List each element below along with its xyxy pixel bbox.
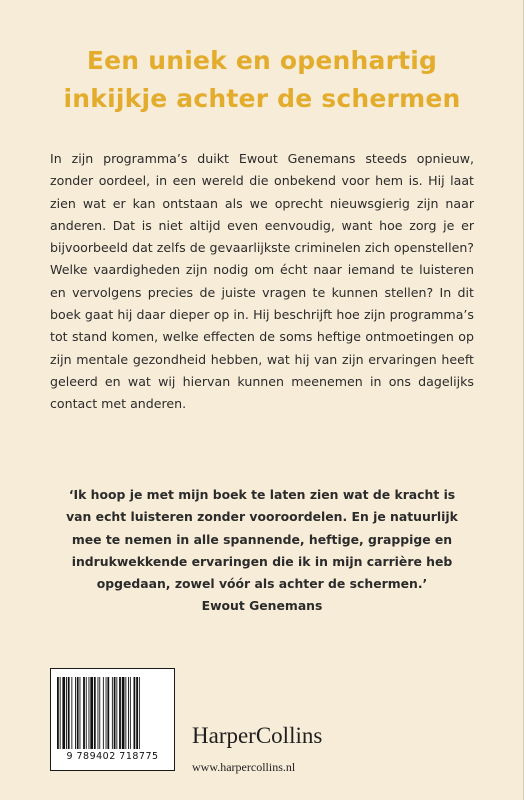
barcode-bar	[122, 677, 125, 749]
barcode-bar	[136, 677, 138, 749]
isbn-barcode	[50, 668, 175, 771]
barcode-bar	[128, 677, 129, 749]
barcode-bar	[60, 677, 61, 749]
barcode-bar	[83, 677, 85, 749]
barcode-bars	[57, 677, 168, 749]
quote-author: Ewout Genemans	[201, 598, 323, 614]
barcode-bar	[134, 677, 136, 749]
barcode-bar	[57, 677, 59, 749]
barcode-bar	[130, 677, 131, 749]
author-quote	[60, 484, 464, 618]
barcode-bar	[66, 677, 67, 749]
isbn-number: 9 789402 718775	[66, 751, 159, 762]
barcode-bar	[90, 677, 93, 749]
barcode-bar	[103, 677, 104, 749]
barcode-bar	[99, 677, 100, 749]
barcode-bar	[98, 677, 99, 749]
quote-line-4: indrukwekkende ervaringen die ik in mijn carrière heb	[71, 553, 453, 569]
barcode-bar	[139, 677, 140, 749]
publisher-url: www.harpercollins.nl	[192, 760, 296, 774]
quote-line-2: van echt luisteren zonder vooroordelen. En je natuurlijk	[66, 509, 458, 525]
barcode-bar	[106, 677, 107, 749]
barcode-bar	[119, 677, 121, 749]
quote-line-3: mee te nemen in alle spannende, heftige, grappige en	[71, 531, 453, 547]
barcode-bar	[125, 677, 126, 749]
publisher-logo: HarperCollins	[192, 723, 323, 748]
barcode-bar	[71, 677, 72, 749]
barcode-bar	[80, 677, 81, 749]
barcode-bar	[107, 677, 109, 749]
headline-line-1: Een uniek en openhartig	[86, 46, 438, 75]
barcode-bar	[89, 677, 90, 749]
barcode-bar	[77, 677, 79, 749]
barcode-bar	[62, 677, 65, 749]
barcode-bar	[116, 677, 117, 749]
barcode-bar	[68, 677, 70, 749]
barcode-bar	[94, 677, 96, 749]
blurb-paragraph: In zijn programma’s duikt Ewout Genemans steeds opnieuw, zonder oordeel, in een wereld die onbekend voor hem is. Hij laat zien wat er kan ontstaan als we oprecht nieuwsgierig zijn naar anderen. Dat is niet altijd even eenvoudig, want hoe zorg je er bijvoorbeeld dat zelfs de gevaarlijkste criminelen zich openstellen? Welke vaardigheden zijn nodig om écht naar iemand te luisteren en vervolgens precies de juiste vragen te kunnen stellen? In dit boek gaat hij daar dieper op in. Hij beschrijft hoe zijn programma’s tot stand komen, welke effecten de soms heftige ontmoetingen op zijn mentale gezondheid hebben, wat hij van zijn ervaringen heeft geleerd en wat wij hiervan kunnen meenemen in ons dagelijks contact met anderen.	[50, 151, 474, 412]
quote-line-1: ‘Ik hoop je met mijn boek te laten zien wat de kracht is	[68, 487, 456, 502]
cover-headline	[0, 42, 524, 118]
quote-line-5: opgedaan, zowel vóór als achter de schermen.’	[96, 576, 428, 592]
headline-line-2: inkijkje achter de schermen	[63, 84, 461, 113]
barcode-bar	[114, 677, 116, 749]
barcode-bar	[112, 677, 113, 749]
barcode-bar	[86, 677, 87, 749]
barcode-bar	[75, 677, 76, 749]
